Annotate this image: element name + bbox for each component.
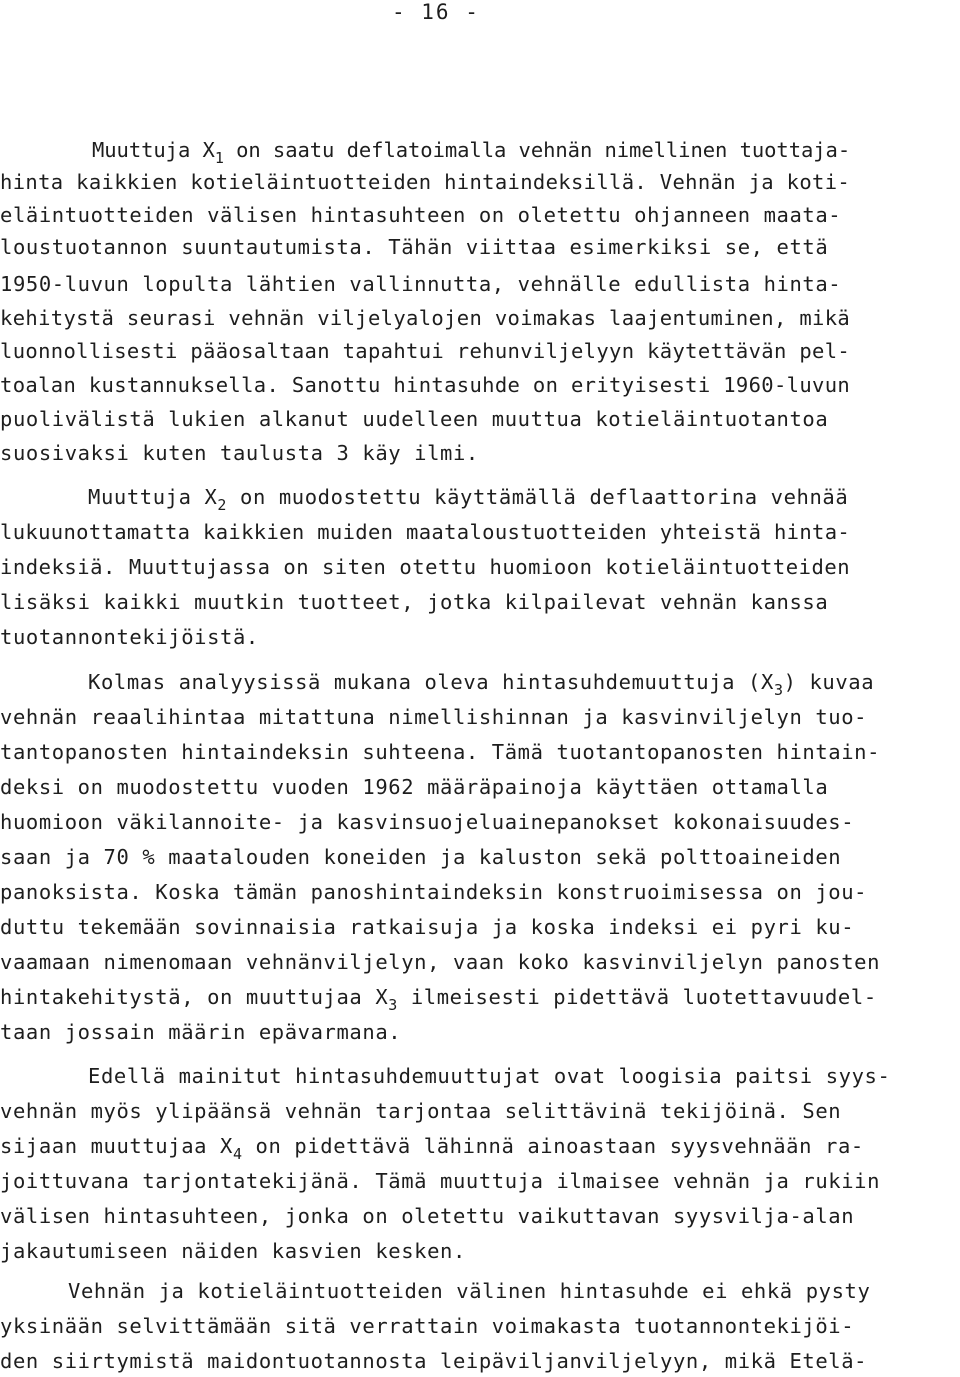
text-segment: Muuttuja X (88, 485, 218, 509)
text-segment: lukuunottamatta kaikkien muiden maataloustuotteiden yhteistä hinta- (0, 520, 851, 544)
text-segment: luonnollisesti pääosaltaan tapahtui rehunviljelyyn käytettävän pel- (0, 339, 851, 363)
text-segment: on pidettävä lähinnä ainoastaan syysvehnään ra- (242, 1134, 864, 1158)
text-segment: ) kuvaa (783, 670, 875, 694)
text-segment: duttu tekemään sovinnaisia ratkaisuja ja koska indeksi ei pyri ku- (0, 915, 855, 939)
text-line (0, 553, 850, 581)
text-segment: tuotannontekijöistä. (0, 625, 259, 649)
text-segment: suosivaksi kuten taulusta 3 käy ilmi. (0, 441, 479, 465)
text-segment: on muodostettu käyttämällä deflaattorina vehnää (227, 485, 849, 509)
text-line (0, 913, 854, 941)
text-line (0, 588, 828, 616)
text-line (0, 405, 828, 433)
text-segment: Kolmas analyysissä mukana oleva hintasuhdemuuttuja (X (88, 670, 774, 694)
text-segment: taan jossain määrin epävarmana. (0, 1020, 402, 1044)
text-segment: lisäksi kaikki muutkin tuotteet, jotka kilpailevat vehnän kanssa (0, 590, 829, 614)
text-segment: panoksista. Koska tämän panoshintaindeksin konstruoimisessa on jou- (0, 880, 868, 904)
text-segment: joittuvana tarjontatekijänä. Tämä muuttuja ilmaisee vehnän ja rukiin (0, 1169, 881, 1193)
text-line (0, 843, 841, 871)
text-line (0, 1097, 841, 1125)
subscript: 1 (214, 149, 224, 167)
page-number: - 16 - (392, 0, 480, 24)
text-segment: on saatu deflatoimalla vehnän nimellinen tuottaja- (223, 138, 851, 162)
text-segment: kehitystä seurasi vehnän viljelyalojen voimakas laajentuminen, mikä (0, 306, 851, 330)
text-line (0, 439, 479, 467)
text-segment: jakautumiseen näiden kasvien kesken. (0, 1239, 466, 1263)
text-line (0, 270, 841, 298)
text-line (0, 1312, 854, 1340)
text-line (0, 1167, 880, 1195)
text-line (0, 738, 880, 766)
text-segment: den siirtymistä maidontuotannosta leipäviljanviljelyyn, mikä Etelä- (0, 1349, 868, 1373)
text-line (0, 518, 850, 546)
text-line (0, 703, 867, 731)
subscript: 2 (217, 496, 228, 514)
text-line (0, 1132, 864, 1163)
text-line (0, 337, 850, 365)
text-line (0, 773, 828, 801)
text-line (0, 304, 850, 332)
subscript: 3 (773, 681, 784, 699)
text-line (92, 136, 851, 167)
text-line (88, 668, 875, 699)
text-segment: Muuttuja X (92, 138, 215, 162)
text-line (0, 201, 841, 229)
text-segment: hintakehitystä, on muuttujaa X (0, 985, 389, 1009)
text-segment: sijaan muuttujaa X (0, 1134, 233, 1158)
text-segment: toalan kustannuksella. Sanottu hintasuhde on erityisesti 1960-luvun (0, 373, 851, 397)
text-segment: huomioon väkilannoite- ja kasvinsuojeluainepanokset kokonaisuudes- (0, 810, 855, 834)
text-line (0, 233, 828, 261)
text-segment: hinta kaikkien kotieläintuotteiden hintaindeksillä. Vehnän ja koti- (0, 170, 851, 194)
text-segment: Edellä mainitut hintasuhdemuuttujat ovat loogisia paitsi syys- (88, 1064, 891, 1088)
text-line (0, 1018, 401, 1046)
text-line (0, 1237, 466, 1265)
text-line (0, 948, 880, 976)
text-line (68, 1277, 870, 1305)
text-line (0, 808, 854, 836)
subscript: 3 (388, 996, 398, 1014)
text-segment: deksi on muodostettu vuoden 1962 määräpainoja käyttäen ottamalla (0, 775, 829, 799)
text-segment: vehnän reaalihintaa mitattuna nimellishinnan ja kasvinviljelyn tuo- (0, 705, 868, 729)
text-segment: eläintuotteiden välisen hintasuhteen on oletettu ohjanneen maata- (0, 203, 842, 227)
text-line (0, 878, 867, 906)
text-line (0, 1202, 854, 1230)
text-line (0, 623, 259, 651)
text-segment: indeksiä. Muuttujassa on siten otettu huomioon kotieläintuotteiden (0, 555, 851, 579)
text-segment: yksinään selvittämään sitä verrattain voimakasta tuotannontekijöi- (0, 1314, 855, 1338)
text-line (88, 483, 849, 514)
text-segment: ilmeisesti pidettävä luotettavuudel- (397, 985, 877, 1009)
text-line (0, 1347, 867, 1375)
text-line (88, 1062, 890, 1090)
text-segment: loustuotannon suuntautumista. Tähän viittaa esimerkiksi se, että (0, 235, 829, 259)
text-segment: puolivälistä lukien alkanut uudelleen muuttua kotieläintuotantoa (0, 407, 829, 431)
text-line (0, 168, 850, 196)
text-segment: Vehnän ja kotieläintuotteiden välinen hintasuhde ei ehkä pysty (68, 1279, 871, 1303)
text-segment: vehnän myös ylipäänsä vehnän tarjontaa selittävinä tekijöinä. Sen (0, 1099, 842, 1123)
text-segment: välisen hintasuhteen, jonka on oletettu vaikuttavan syysvilja-alan (0, 1204, 855, 1228)
text-line (0, 983, 877, 1014)
text-segment: 1950-luvun lopulta lähtien vallinnutta, vehnälle edullista hinta- (0, 272, 842, 296)
text-line (0, 371, 850, 399)
text-segment: vaamaan nimenomaan vehnänviljelyn, vaan koko kasvinviljelyn panosten (0, 950, 881, 974)
subscript: 4 (232, 1145, 243, 1163)
text-segment: tantopanosten hintaindeksin suhteena. Tämä tuotantopanosten hintain- (0, 740, 881, 764)
text-segment: saan ja 70 % maatalouden koneiden ja kaluston sekä polttoaineiden (0, 845, 842, 869)
